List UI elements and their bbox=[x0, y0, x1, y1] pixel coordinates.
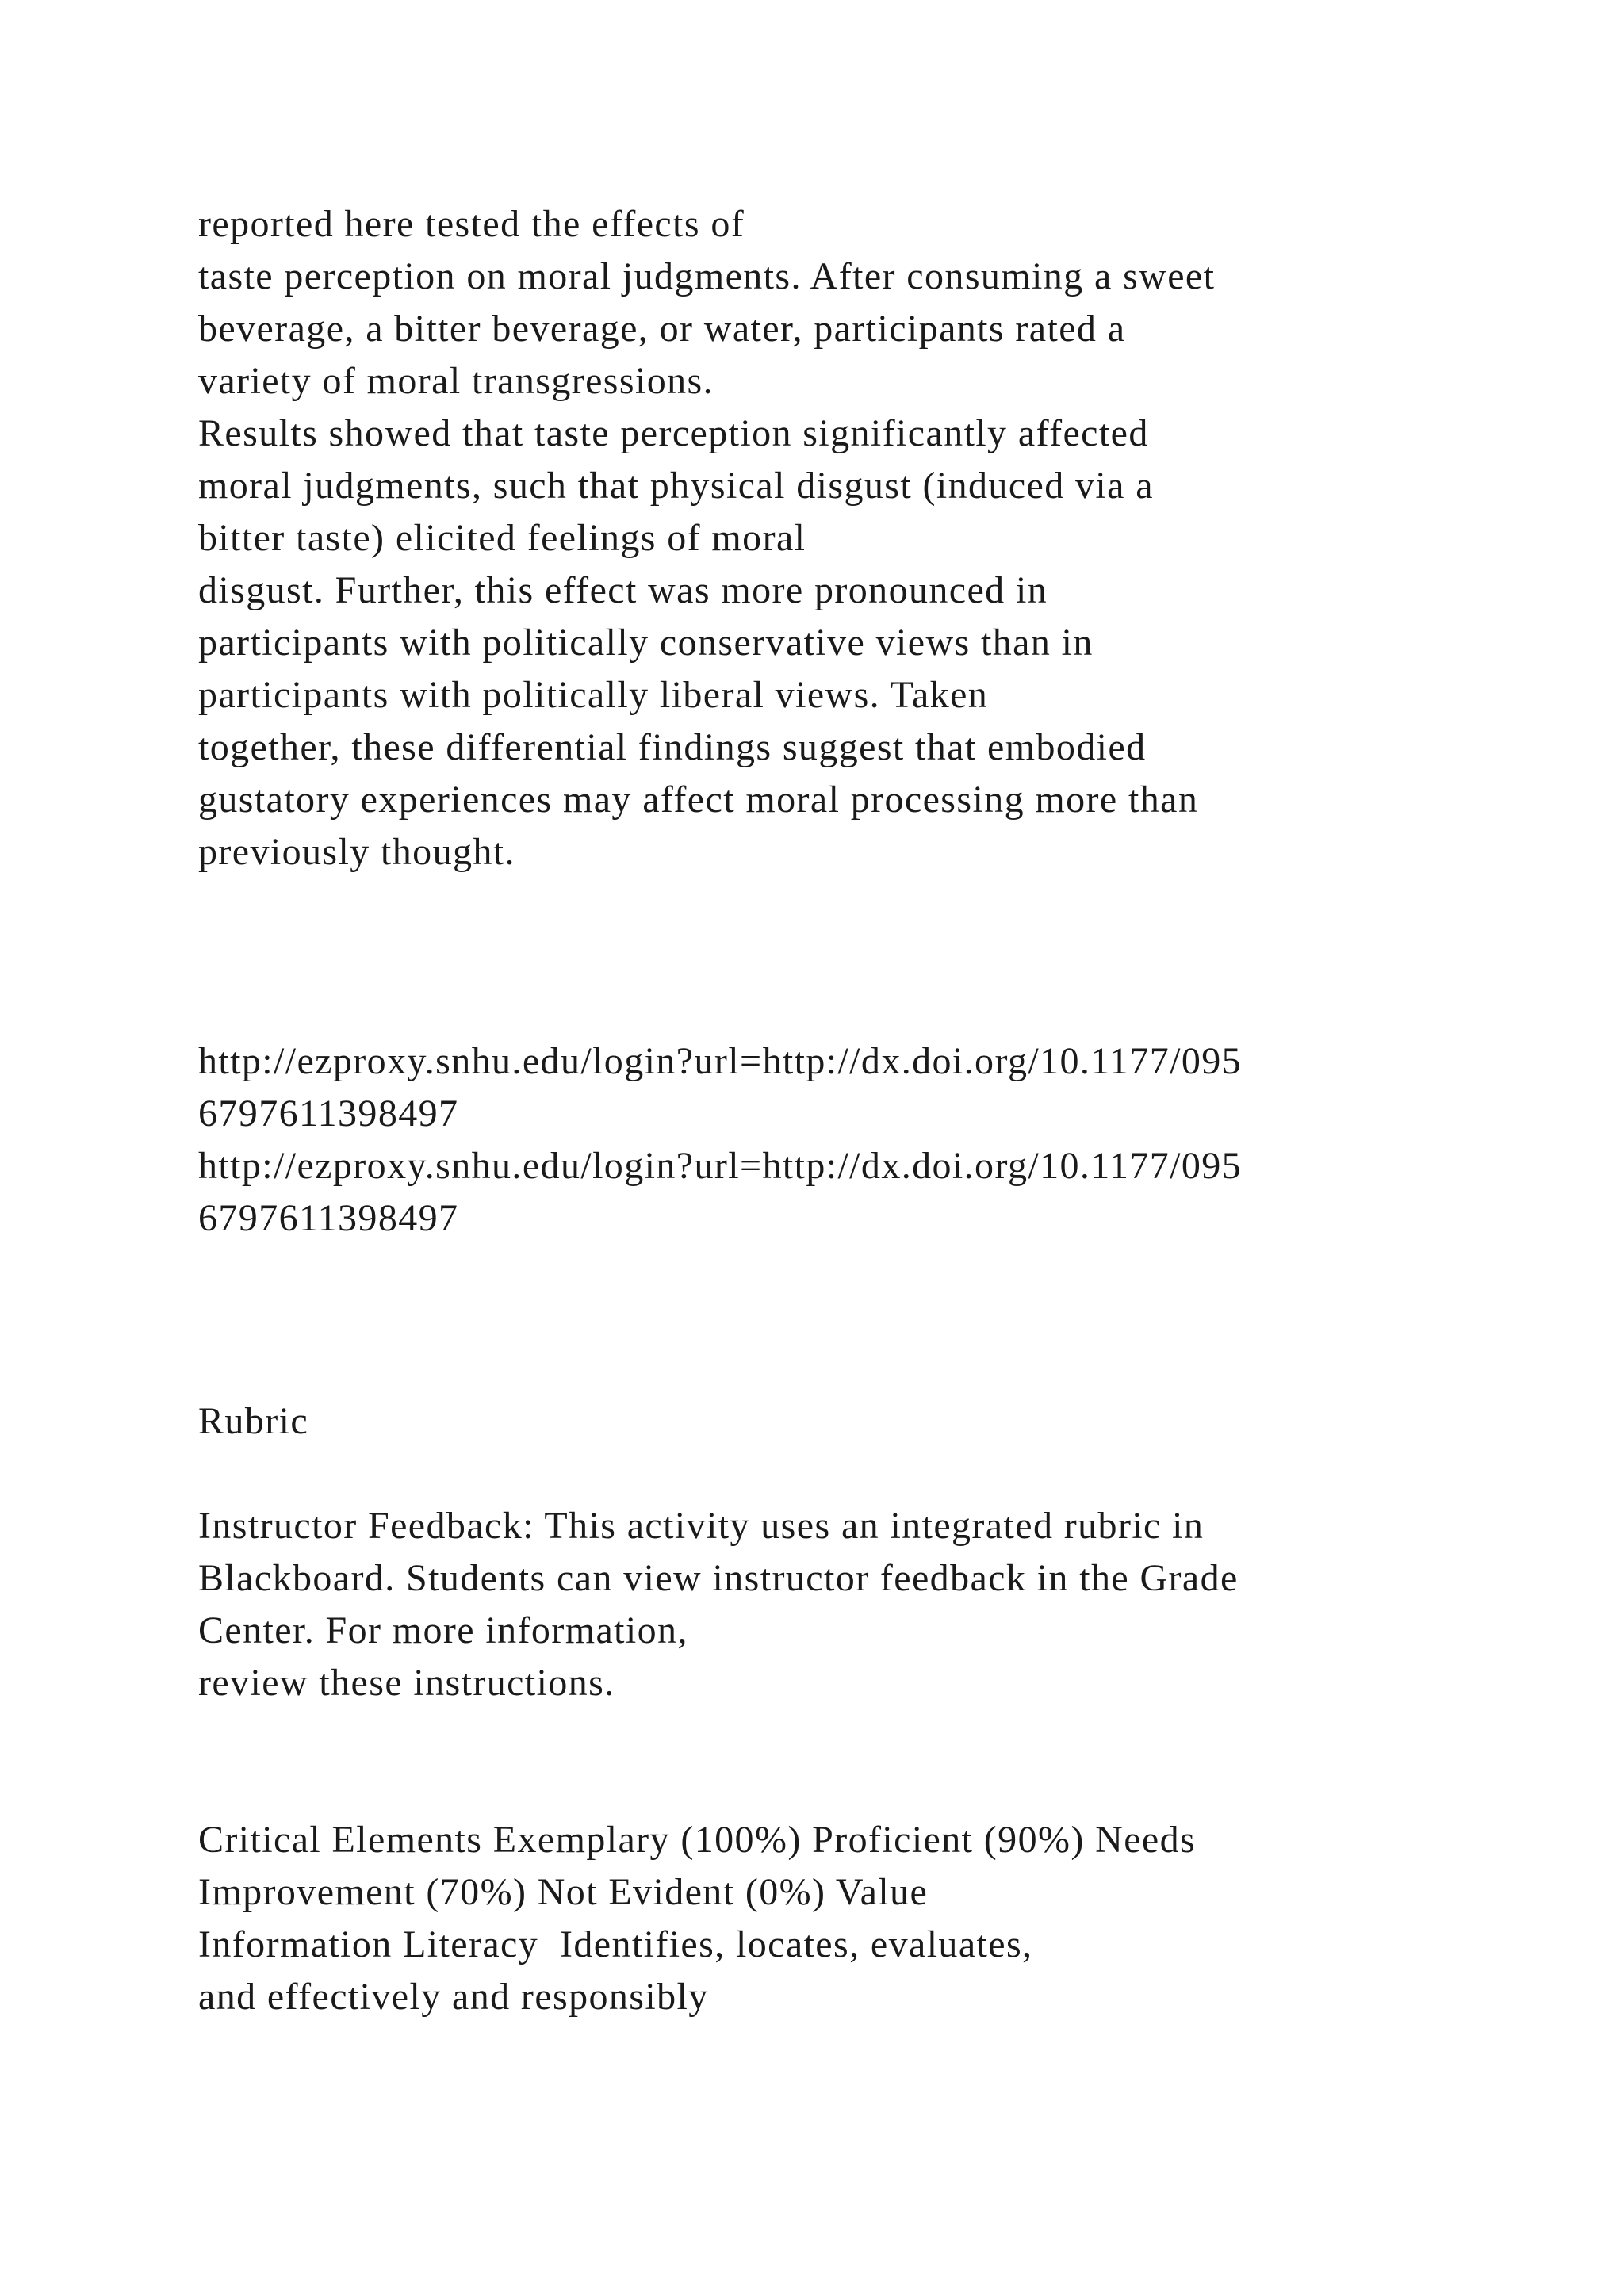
abstract-line: moral judgments, such that physical disgust (induced via a bbox=[198, 465, 1154, 507]
feedback-line: Instructor Feedback: This activity uses an integrated rubric in bbox=[198, 1505, 1205, 1547]
criteria-header-line: Improvement (70%) Not Evident (0%) Value bbox=[198, 1871, 929, 1913]
information-literacy-criterion bbox=[198, 1919, 1497, 2023]
feedback-line: Center. For more information, bbox=[198, 1609, 688, 1651]
info-literacy-line: and effectively and responsibly bbox=[198, 1976, 709, 2018]
doi-links bbox=[198, 1035, 1497, 1245]
rubric-criteria-header bbox=[198, 1814, 1497, 1919]
abstract-line: together, these differential findings suggest that embodied bbox=[198, 726, 1147, 768]
abstract-line: taste perception on moral judgments. After consuming a sweet bbox=[198, 255, 1216, 297]
abstract-line: participants with politically liberal views. Taken bbox=[198, 674, 989, 716]
rubric-heading bbox=[198, 1395, 1497, 1448]
doi-link-line[interactable]: 6797611398497 bbox=[198, 1093, 459, 1135]
feedback-line: Blackboard. Students can view instructor feedback in the Grade bbox=[198, 1557, 1239, 1599]
doi-link-line[interactable]: http://ezproxy.snhu.edu/login?url=http://dx.doi.org/10.1177/095 bbox=[198, 1145, 1243, 1187]
abstract-line: gustatory experiences may affect moral processing more than bbox=[198, 779, 1199, 821]
abstract-line: beverage, a bitter beverage, or water, participants rated a bbox=[198, 308, 1126, 350]
abstract-line: disgust. Further, this effect was more pronounced in bbox=[198, 569, 1048, 611]
criteria-header-line: Critical Elements Exemplary (100%) Proficient (90%) Needs bbox=[198, 1819, 1197, 1861]
abstract-line: Results showed that taste perception significantly affected bbox=[198, 412, 1149, 454]
doi-link-line[interactable]: http://ezproxy.snhu.edu/login?url=http://dx.doi.org/10.1177/095 bbox=[198, 1040, 1243, 1082]
feedback-line: review these instructions. bbox=[198, 1662, 615, 1704]
abstract-line: bitter taste) elicited feelings of moral bbox=[198, 517, 806, 559]
instructor-feedback-paragraph bbox=[198, 1500, 1497, 1709]
abstract-line: participants with politically conservative views than in bbox=[198, 622, 1094, 664]
rubric-heading-text: Rubric bbox=[198, 1400, 309, 1442]
info-literacy-line: Information Literacy Identifies, locates, evaluates, bbox=[198, 1923, 1033, 1965]
abstract-line: reported here tested the effects of bbox=[198, 203, 745, 245]
abstract-line: variety of moral transgressions. bbox=[198, 360, 714, 402]
abstract-paragraph bbox=[198, 198, 1497, 878]
abstract-line: previously thought. bbox=[198, 831, 515, 873]
doi-link-line[interactable]: 6797611398497 bbox=[198, 1197, 459, 1239]
